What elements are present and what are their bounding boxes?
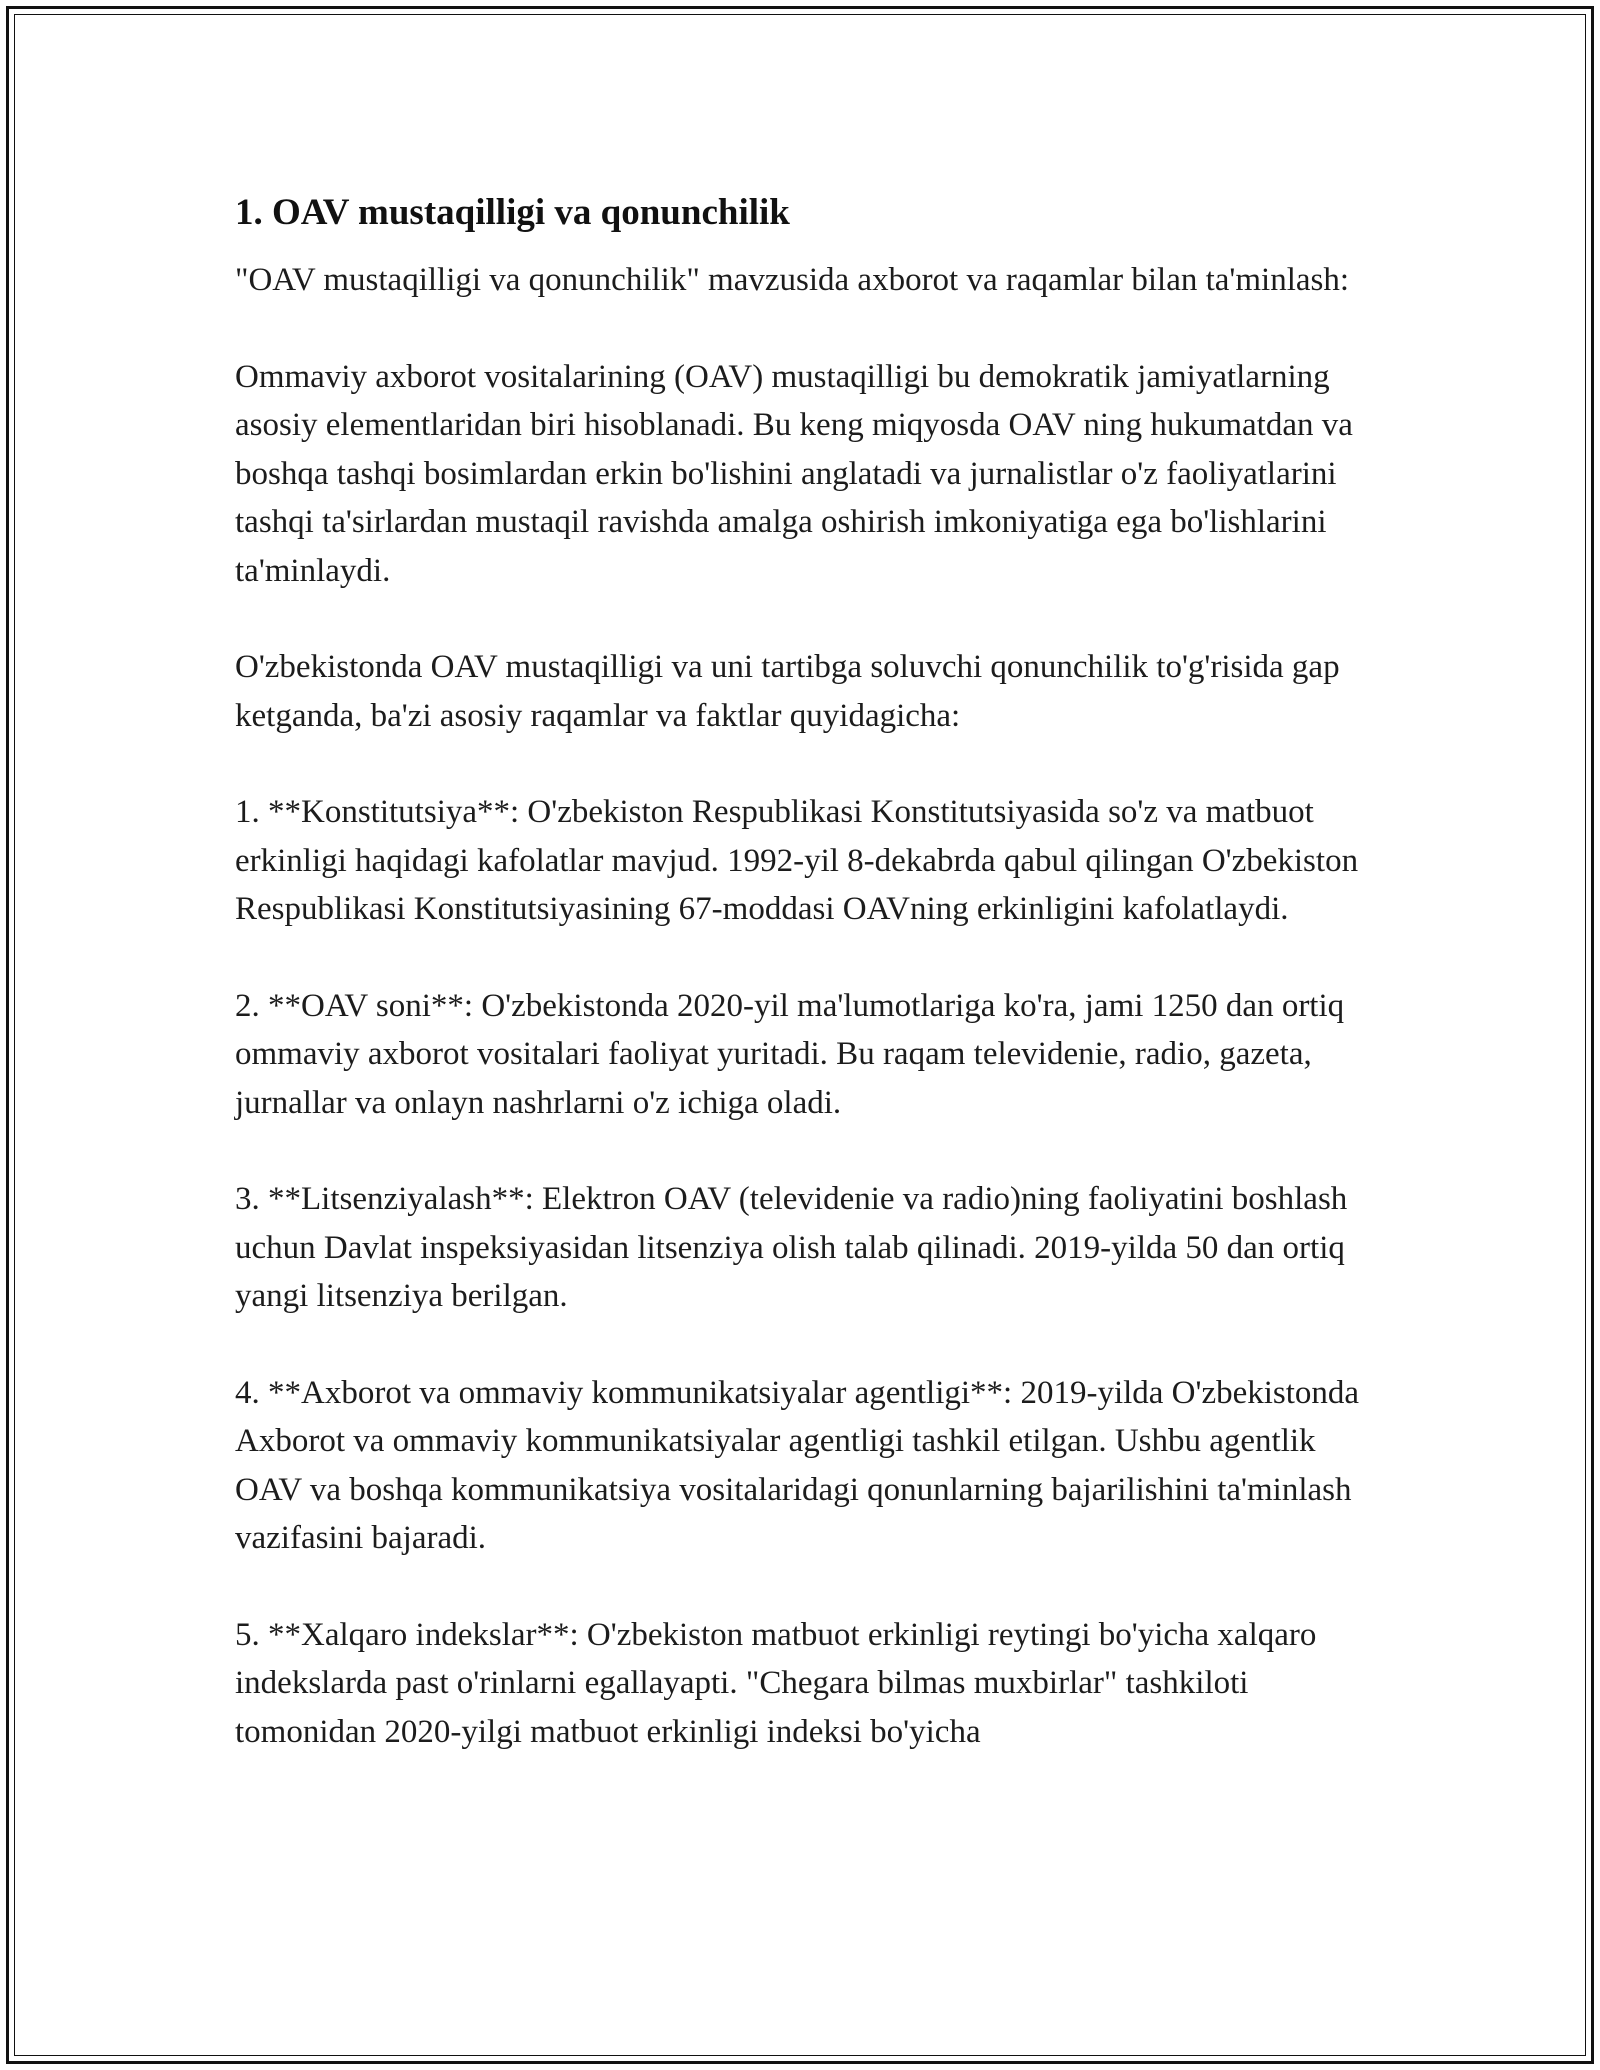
definition-paragraph: Ommaviy axborot vositalarining (OAV) mustaqilligi bu demokratik jamiyatlarning asosiy elementlaridan biri hisoblanadi. Bu keng miqyosda OAV ning hukumatdan va boshqa tashqi bosimlardan erkin bo'lishini anglatadi va jurnalistlar o'z faoliyatlarini tashqi ta'sirlardan mustaqil ravishda amalga oshirish imkoniyatiga ega bo'lishlarini ta'minlaydi. (235, 358, 1353, 589)
fact-item-media-count: 2. **OAV soni**: O'zbekistonda 2020-yil ma'lumotlariga ko'ra, jami 1250 dan ortiq ommaviy axborot vositalari faoliyat yuritadi. Bu raqam televidenie, radio, gazeta, jurnallar va onlayn nashrlarni o'z ichiga oladi. (235, 987, 1345, 1121)
fact-item-agency: 4. **Axborot va ommaviy kommunikatsiyalar agentligi**: 2019-yilda O'zbekistonda Axborot va ommaviy kommunikatsiyalar agentligi tashkil etilgan. Ushbu agentlik OAV va boshqa kommunikatsiya vositalaridagi qonunlarning bajarilishini ta'minlash vazifasini bajaradi. (235, 1374, 1360, 1556)
document-body (235, 188, 1385, 1756)
intro-paragraph: "OAV mustaqilligi va qonunchilik" mavzusida axborot va raqamlar bilan ta'minlash: (235, 262, 1350, 298)
section-heading: 1. OAV mustaqilligi va qonunchilik (235, 192, 790, 233)
fact-item-licensing: 3. **Litsenziyalash**: Elektron OAV (televidenie va radio)ning faoliyatini boshlash uchun Davlat inspeksiyasidan litsenziya olish talab qilinadi. 2019-yilda 50 dan ortiq yangi litsenziya berilgan. (235, 1181, 1348, 1314)
fact-item-constitution: 1. **Konstitutsiya**: O'zbekiston Respublikasi Konstitutsiyasida so'z va matbuot erkinligi haqidagi kafolatlar mavjud. 1992-yil 8-dekabrda qabul qilingan O'zbekiston Respublikasi Konstitutsiyasining 67-moddasi OAVning erkinligini kafolatlaydi. (235, 794, 1359, 927)
facts-intro-paragraph: O'zbekistonda OAV mustaqilligi va uni tartibga soluvchi qonunchilik to'g'risida gap ketganda, ba'zi asosiy raqamlar va faktlar quyidagicha: (235, 649, 1340, 734)
fact-item-international-indexes: 5. **Xalqaro indekslar**: O'zbekiston matbuot erkinligi reytingi bo'yicha xalqaro indekslarda past o'rinlarni egallayapti. "Chegara bilmas muxbirlar" tashkiloti tomonidan 2020-yilgi matbuot erkinligi indeksi bo'yicha (235, 1616, 1317, 1750)
